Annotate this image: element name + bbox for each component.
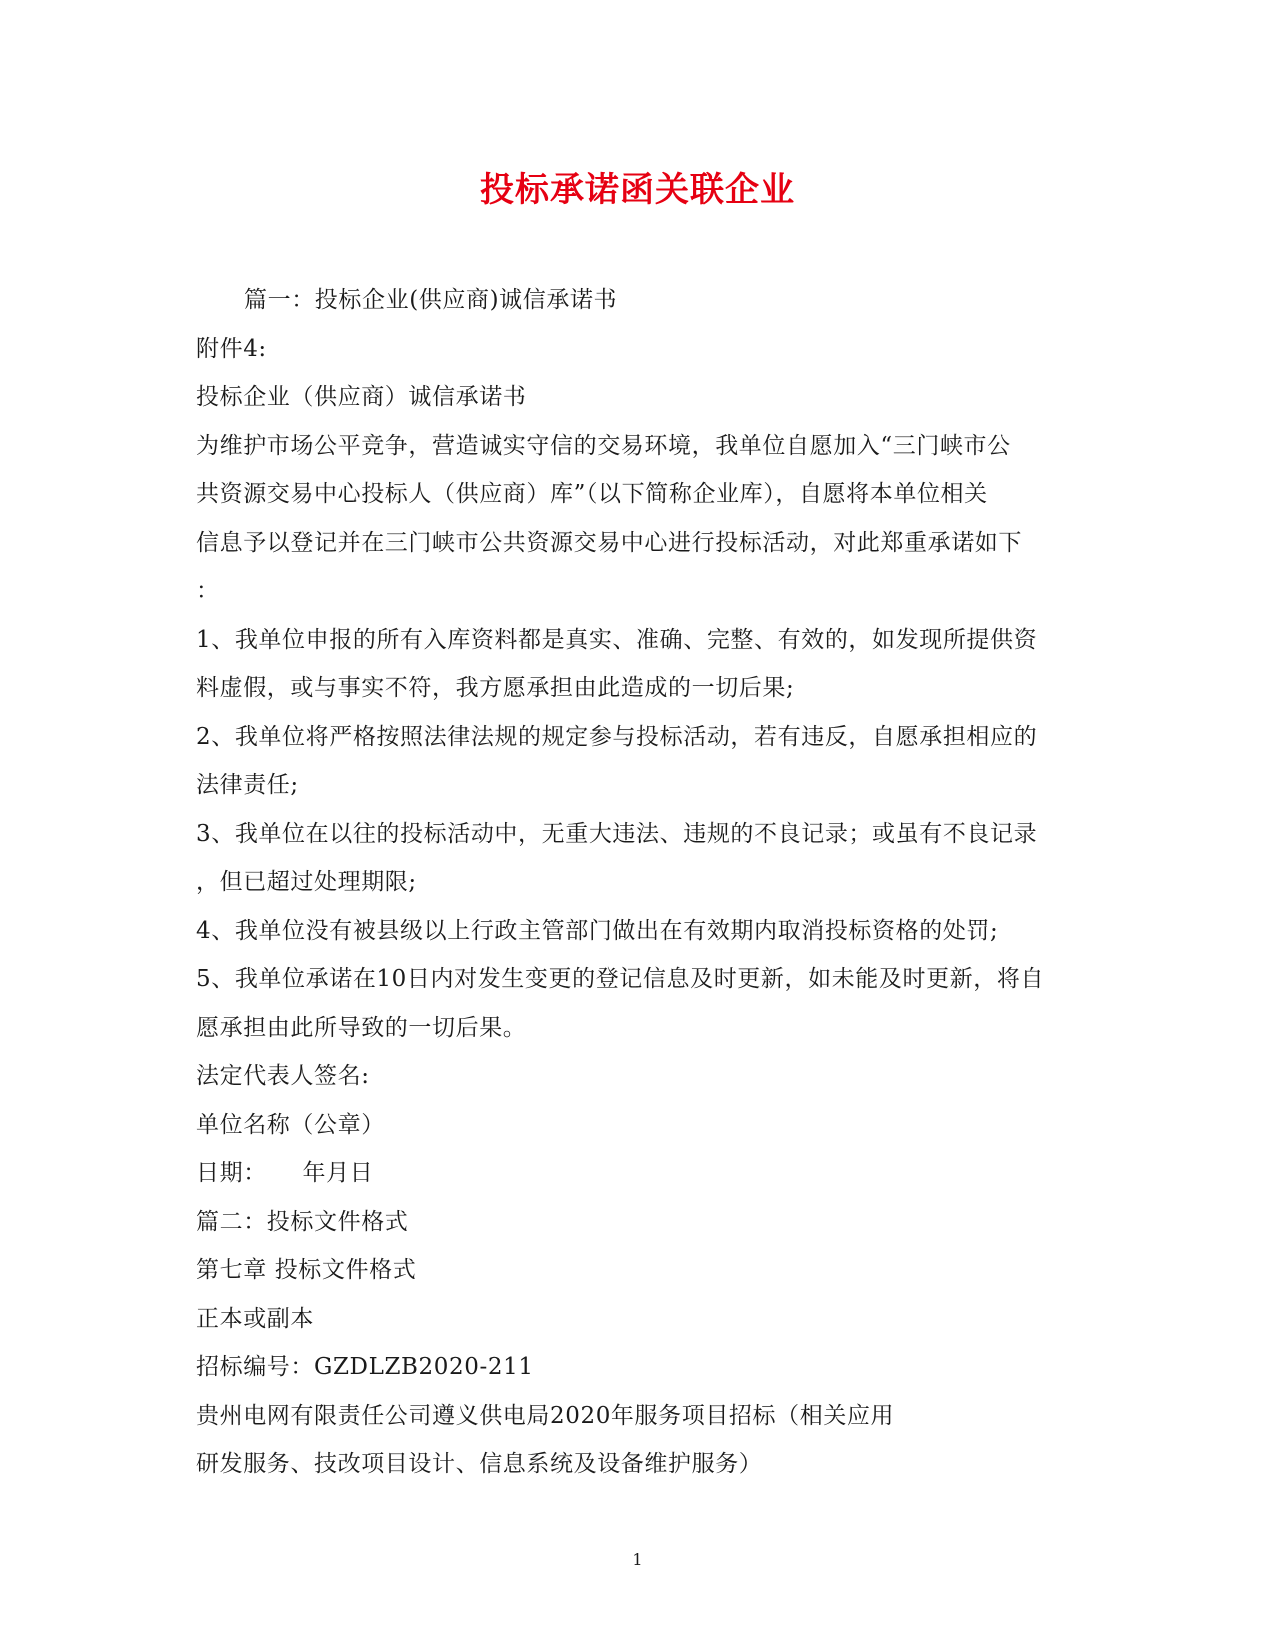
document-body — [196, 276, 1086, 1489]
commitment-item: 1、我单位申报的所有入库资料都是真实、准确、完整、有效的，如发现所提供资 — [196, 626, 1038, 653]
tender-number: 招标编号：GZDLZB2020-211 — [196, 1354, 534, 1380]
paragraph-line: 正本或副本 — [196, 1305, 314, 1332]
letter-heading: 投标企业（供应商）诚信承诺书 — [196, 384, 527, 410]
paragraph-line: ： — [196, 578, 220, 604]
company-seal-field: 单位名称（公章） — [196, 1111, 385, 1138]
commitment-item: 法律责任; — [196, 772, 299, 798]
signature-field: 法定代表人签名: — [196, 1063, 370, 1089]
section-heading: 篇一：投标企业(供应商)诚信承诺书 — [244, 287, 618, 313]
page-number: 1 — [632, 1550, 643, 1569]
commitment-item: 4、我单位没有被县级以上行政主管部门做出在有效期内取消投标资格的处罚; — [196, 917, 999, 944]
commitment-item: 5、我单位承诺在10日内对发生变更的登记信息及时更新，如未能及时更新，将自 — [196, 966, 1045, 992]
commitment-item: 料虚假，或与事实不符，我方愿承担由此造成的一切后果; — [196, 675, 795, 701]
date-field: 日期： 年月日 — [196, 1160, 374, 1186]
chapter-heading: 第七章 投标文件格式 — [196, 1257, 417, 1283]
paragraph-line: 研发服务、技改项目设计、信息系统及设备维护服务） — [196, 1451, 763, 1477]
paragraph-line: 为维护市场公平竞争，营造诚实守信的交易环境，我单位自愿加入“三门峡市公 — [196, 432, 1011, 459]
paragraph-line: 贵州电网有限责任公司遵义供电局2020年服务项目招标（相关应用 — [196, 1402, 895, 1429]
section-heading: 篇二：投标文件格式 — [196, 1208, 409, 1235]
commitment-item: ，但已超过处理期限; — [196, 869, 417, 895]
commitment-item: 愿承担由此所导致的一切后果。 — [196, 1014, 527, 1041]
commitment-item: 3、我单位在以往的投标活动中，无重大违法、违规的不良记录；或虽有不良记录 — [196, 820, 1038, 847]
paragraph-line: 信息予以登记并在三门峡市公共资源交易中心进行投标活动，对此郑重承诺如下 — [196, 529, 1022, 556]
page-title: 投标承诺函关联企业 — [480, 170, 795, 210]
attachment-label: 附件4: — [196, 335, 267, 362]
commitment-item: 2、我单位将严格按照法律法规的规定参与投标活动，若有违反，自愿承担相应的 — [196, 723, 1038, 750]
paragraph-line: 共资源交易中心投标人（供应商）库”（以下简称企业库），自愿将本单位相关 — [196, 481, 988, 507]
